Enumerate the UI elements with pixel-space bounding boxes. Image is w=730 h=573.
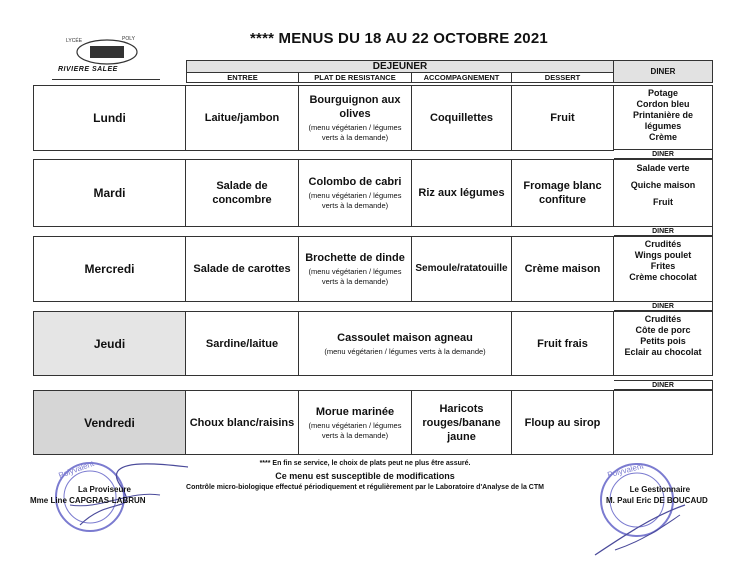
diner-subheader: DINER <box>614 149 713 159</box>
accompagnement-cell: Coquillettes <box>412 85 512 151</box>
day-label: Mardi <box>33 159 186 227</box>
dessert-cell: Fruit <box>512 85 614 151</box>
diner-item: Salade verte <box>636 163 690 173</box>
diner-item: Potage <box>647 88 678 98</box>
diner-subheader: DINER <box>614 301 713 311</box>
footer-note: **** En fin se service, le choix de plats peut ne plus être assuré. <box>259 460 471 467</box>
entree-cell: Salade de concombre <box>186 159 299 227</box>
plat-cell <box>299 236 412 302</box>
school-location: RIVIERE SALEE <box>52 66 160 80</box>
row-mardi <box>33 151 713 227</box>
plat-name: Morue marinée <box>315 405 395 418</box>
page-title: **** MENUS DU 18 AU 22 OCTOBRE 2021 <box>250 30 548 47</box>
right-signature-label <box>606 484 708 506</box>
diner-item: Quiche maison <box>630 180 696 190</box>
plat-name: Brochette de dinde <box>305 252 405 264</box>
plat-cell <box>299 311 512 376</box>
day-label: Jeudi <box>33 311 186 376</box>
diner-items <box>614 311 713 376</box>
day-label: Vendredi <box>33 390 186 455</box>
plat-name: Bourguignon aux olives <box>309 94 401 120</box>
dessert-cell: Floup au sirop <box>512 390 614 455</box>
entree-cell: Sardine/laitue <box>186 311 299 376</box>
veg-note: (menu végétarien / légumes verts à la demande) <box>308 191 402 210</box>
diner-item: Printanière de légumes <box>632 110 694 131</box>
footer-modifications: Ce menu est susceptible de modifications <box>275 471 455 481</box>
diner-item: Wings poulet <box>634 250 692 260</box>
diner-item: Fruit <box>653 197 673 207</box>
day-label: Lundi <box>33 85 186 151</box>
accompagnement-cell: Haricots rouges/banane jaune <box>412 390 512 455</box>
right-name: M. Paul Eric DE BOUCAUD <box>606 496 708 505</box>
plat-cell <box>299 159 412 227</box>
diner-header-top: DINER <box>614 60 713 83</box>
diner-item: Frites <box>650 261 676 271</box>
diner-item: Crudités <box>644 314 682 324</box>
row-mercredi <box>33 228 713 302</box>
diner-subheader: DINER <box>614 226 713 236</box>
entree-cell: Laitue/jambon <box>186 85 299 151</box>
col-acc-header: ACCOMPAGNEMENT <box>412 73 512 83</box>
left-role: La Proviseure <box>78 485 131 494</box>
diner-items <box>614 85 713 151</box>
day-label: Mercredi <box>33 236 186 302</box>
diner-items <box>614 236 713 302</box>
col-dessert-header: DESSERT <box>512 73 614 83</box>
dejeuner-header: DEJEUNER <box>186 60 614 73</box>
row-lundi <box>33 85 713 151</box>
plat-name: Cassoulet maison agneau <box>337 331 473 344</box>
footer-controle: Contrôle micro-biologique effectué périodiquement et régulièrement par le Laboratoire d'Analyse de la CTM <box>186 484 544 491</box>
diner-item: Petits pois <box>640 336 686 346</box>
right-stamp <box>585 455 705 565</box>
accompagnement-cell: Riz aux légumes <box>412 159 512 227</box>
svg-text:LYCÉE: LYCÉE <box>66 38 83 44</box>
dessert-cell: Fromage blanc confiture <box>512 159 614 227</box>
entree-cell: Choux blanc/raisins <box>186 390 299 455</box>
diner-item: Crème chocolat <box>629 272 697 282</box>
row-vendredi <box>33 382 713 455</box>
diner-items <box>614 159 713 227</box>
diner-item: Côte de porc <box>635 325 691 335</box>
veg-note: (menu végétarien / légumes verts à la demande) <box>308 123 402 142</box>
plat-cell <box>299 85 412 151</box>
diner-item: Crudités <box>644 239 682 249</box>
diner-item: Crème <box>648 132 677 142</box>
plat-cell <box>299 390 412 455</box>
entree-cell: Salade de carottes <box>186 236 299 302</box>
veg-note: (menu végétarien / légumes verts à la demande) <box>308 267 402 286</box>
svg-text:Polyvalent: Polyvalent <box>57 459 96 481</box>
left-name: Mme Line CAPGRAS-LABRUN <box>30 496 146 505</box>
col-entree-header: ENTREE <box>186 73 299 83</box>
left-signature-label <box>30 484 146 506</box>
row-jeudi <box>33 303 713 376</box>
diner-subheader: DINER <box>614 380 713 390</box>
dessert-cell: Crème maison <box>512 236 614 302</box>
diner-item: Cordon bleu <box>636 99 690 109</box>
veg-note: (menu végétarien / légumes verts à la demande) <box>308 420 402 440</box>
diner-items <box>614 390 713 455</box>
svg-text:POLY: POLY <box>122 36 135 42</box>
accompagnement-cell: Semoule/ratatouille <box>412 236 512 302</box>
plat-name: Colombo de cabri <box>308 176 402 188</box>
dessert-cell: Fruit frais <box>512 311 614 376</box>
diner-item: Eclair au chocolat <box>624 347 702 357</box>
svg-text:Polyvalent: Polyvalent <box>606 461 645 480</box>
col-plat-header: PLAT DE RESISTANCE <box>299 73 412 83</box>
right-role: Le Gestionnaire <box>629 485 691 494</box>
veg-note: (menu végétarien / légumes verts à la demande) <box>324 346 486 356</box>
